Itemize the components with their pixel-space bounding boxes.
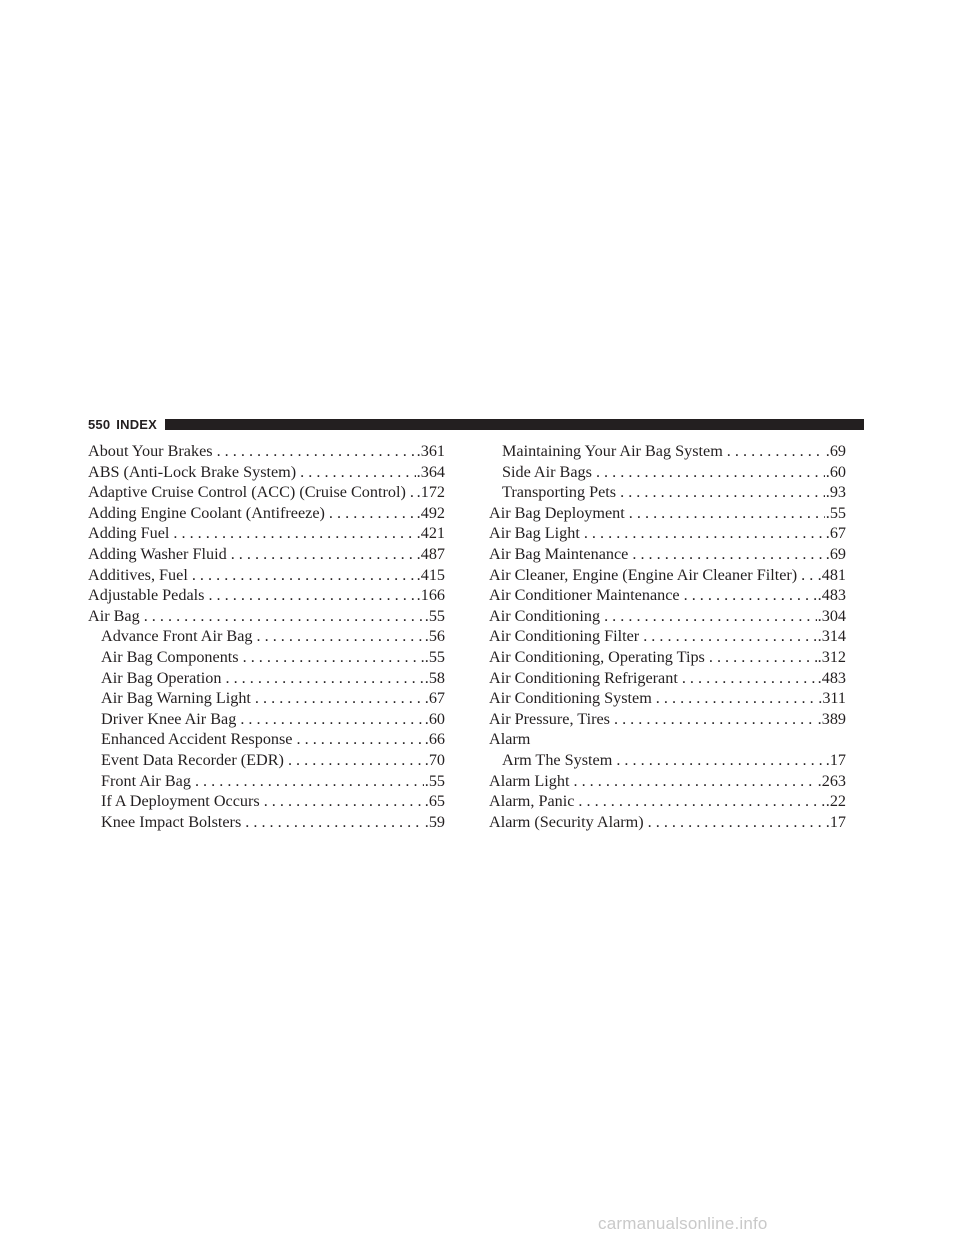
index-entry [489,544,846,565]
dot-leader [243,647,424,668]
dot-leader [192,565,416,586]
entry-label: Event Data Recorder (EDR) [101,750,284,769]
dot-leader [144,606,424,627]
index-entry [88,462,445,483]
dot-leader [255,688,424,709]
index-entry [88,544,445,565]
index-entry [489,688,846,709]
dot-leader [264,791,424,812]
index-subentry [88,750,445,771]
entry-page-number: .67 [424,689,445,708]
entry-page-number: .58 [424,668,445,687]
entry-label: Air Bag Light [489,524,580,543]
entry-label: Adding Washer Fluid [88,544,227,563]
dot-leader [257,626,424,647]
entry-page-number: .483 [817,668,846,687]
dot-leader [245,812,424,833]
index-entry [88,441,445,462]
index-entry [489,668,846,689]
index-entry [489,709,846,730]
dot-leader [596,462,825,483]
index-subentry [88,647,445,668]
entry-label: Air Bag Maintenance [489,544,629,563]
entry-page-number: .22 [825,792,846,811]
entry-label: Alarm, Panic [489,792,575,811]
index-entry [489,812,846,833]
entry-page-number: .67 [825,524,846,543]
index-entry [489,791,846,812]
dot-leader [682,668,817,689]
dot-leader [329,503,416,524]
index-entry [88,565,445,586]
index-subentry [88,626,445,647]
dot-leader [801,565,817,586]
index-entry [88,503,445,524]
entry-label: Adaptive Cruise Control (ACC) (Cruise Control) [88,483,406,502]
page-header [88,414,864,434]
index-entry [489,523,846,544]
dot-leader [614,709,817,730]
entry-label: Air Conditioning, Operating Tips [489,647,705,666]
entry-label: Air Conditioning Filter [489,627,640,646]
dot-leader [727,441,825,462]
index-entry [88,585,445,606]
dot-leader [620,482,825,503]
entry-label: Air Conditioning Refrigerant [489,668,678,687]
entry-page-number: .314 [817,627,846,646]
dot-leader [288,750,424,771]
index-subentry [88,729,445,750]
entry-label: About Your Brakes [88,442,213,460]
entry-label: Front Air Bag [101,771,191,790]
index-entry [489,729,846,750]
entry-page-number: .60 [825,462,846,481]
entry-page-number: .69 [825,442,846,460]
entry-label: Air Conditioning [489,606,601,625]
entry-page-number: .55 [424,771,445,790]
entry-page-number: .93 [825,483,846,502]
index-subentry [88,709,445,730]
entry-label: Knee Impact Bolsters [101,812,242,831]
entry-label: Adding Engine Coolant (Antifreeze) [88,503,325,522]
dot-leader [684,585,817,606]
dot-leader [616,750,824,771]
index-subentry [489,750,846,771]
entry-page-number: .487 [416,544,445,563]
dot-leader [297,729,424,750]
dot-leader [173,523,415,544]
entry-page-number: .172 [416,483,445,502]
entry-page-number: .166 [416,586,445,605]
index-subentry [88,668,445,689]
entry-page-number: .59 [424,812,445,831]
section-title: INDEX [116,416,158,432]
index-subentry [489,482,846,503]
index-entry [88,482,445,503]
entry-page-number: .56 [424,627,445,646]
dot-leader [584,523,825,544]
dot-leader [240,709,423,730]
index-entry [88,606,445,627]
entry-label: Air Conditioning System [489,689,652,708]
entry-label: Air Bag [88,606,140,625]
entry-page-number: .55 [424,647,445,666]
header-rule [165,419,864,430]
entry-page-number: .70 [424,750,445,769]
entry-label: Enhanced Accident Response [101,730,293,749]
entry-label: If A Deployment Occurs [101,792,260,811]
entry-page-number: .17 [825,750,846,769]
dot-leader [643,626,816,647]
entry-page-number: .364 [416,462,445,481]
index-subentry [88,812,445,833]
entry-page-number: .60 [424,709,445,728]
index-entry [489,606,846,627]
entry-page-number: .483 [817,586,846,605]
index-entry [88,523,445,544]
dot-leader [225,668,423,689]
dot-leader [217,441,416,462]
entry-label: Air Bag Operation [101,668,222,687]
entry-page-number: .361 [416,442,445,460]
entry-label: Air Cleaner, Engine (Engine Air Cleaner Filter) [489,565,798,584]
index-subentry [88,688,445,709]
index-entry [489,565,846,586]
entry-label: Arm The System [502,750,613,769]
entry-page-number: .421 [416,524,445,543]
entry-page-number: .263 [817,771,846,790]
entry-label: Adjustable Pedals [88,586,205,605]
index-subentry [88,771,445,792]
entry-label: Adding Fuel [88,524,170,543]
dot-leader [300,462,416,483]
index-subentry [489,462,846,483]
entry-label: Alarm Light [489,771,570,790]
index-column-right [489,441,846,832]
page-number: 550 [88,416,111,432]
entry-label: Additives, Fuel [88,565,188,584]
entry-page-number: .311 [818,689,846,708]
entry-label: Alarm [489,730,531,749]
entry-page-number: .415 [416,565,445,584]
entry-page-number: .66 [424,730,445,749]
index-entry [489,585,846,606]
index-entry [489,626,846,647]
entry-label: Air Bag Warning Light [101,689,251,708]
dot-leader [208,585,415,606]
entry-label: Air Pressure, Tires [489,709,610,728]
dot-leader [231,544,416,565]
entry-page-number: .55 [825,503,846,522]
entry-page-number: .17 [825,812,846,831]
index-subentry [489,441,846,462]
dot-leader [656,688,817,709]
dot-leader [648,812,825,833]
entry-page-number: .65 [424,792,445,811]
entry-label: Maintaining Your Air Bag System [502,442,723,460]
dot-leader [573,771,816,792]
index-subentry [88,791,445,812]
dot-leader [604,606,817,627]
entry-label: Alarm (Security Alarm) [489,812,644,831]
entry-label: Advance Front Air Bag [101,627,253,646]
entry-page-number: .481 [817,565,846,584]
entry-page-number: .69 [825,544,846,563]
entry-label: Transporting Pets [502,483,617,502]
index-entry [489,771,846,792]
entry-page-number: .312 [817,647,846,666]
dot-leader [195,771,424,792]
entry-label: Driver Knee Air Bag [101,709,237,728]
index-entry [489,503,846,524]
index-column-left [88,441,445,832]
entry-page-number: .304 [817,606,846,625]
entry-label: Air Bag Deployment [489,503,625,522]
entry-label: Air Bag Components [101,647,239,666]
entry-page-number: .389 [817,709,846,728]
dot-leader [410,482,416,503]
entry-page-number: .55 [424,606,445,625]
dot-leader [632,544,824,565]
dot-leader [709,647,817,668]
entry-label: Air Conditioner Maintenance [489,586,680,605]
index-entry [489,647,846,668]
entry-label: ABS (Anti-Lock Brake System) [88,462,297,481]
entry-page-number: .492 [416,503,445,522]
entry-label: Side Air Bags [502,462,592,481]
dot-leader [578,791,824,812]
dot-leader [629,503,825,524]
watermark: carmanualsonline.info [598,1214,768,1233]
